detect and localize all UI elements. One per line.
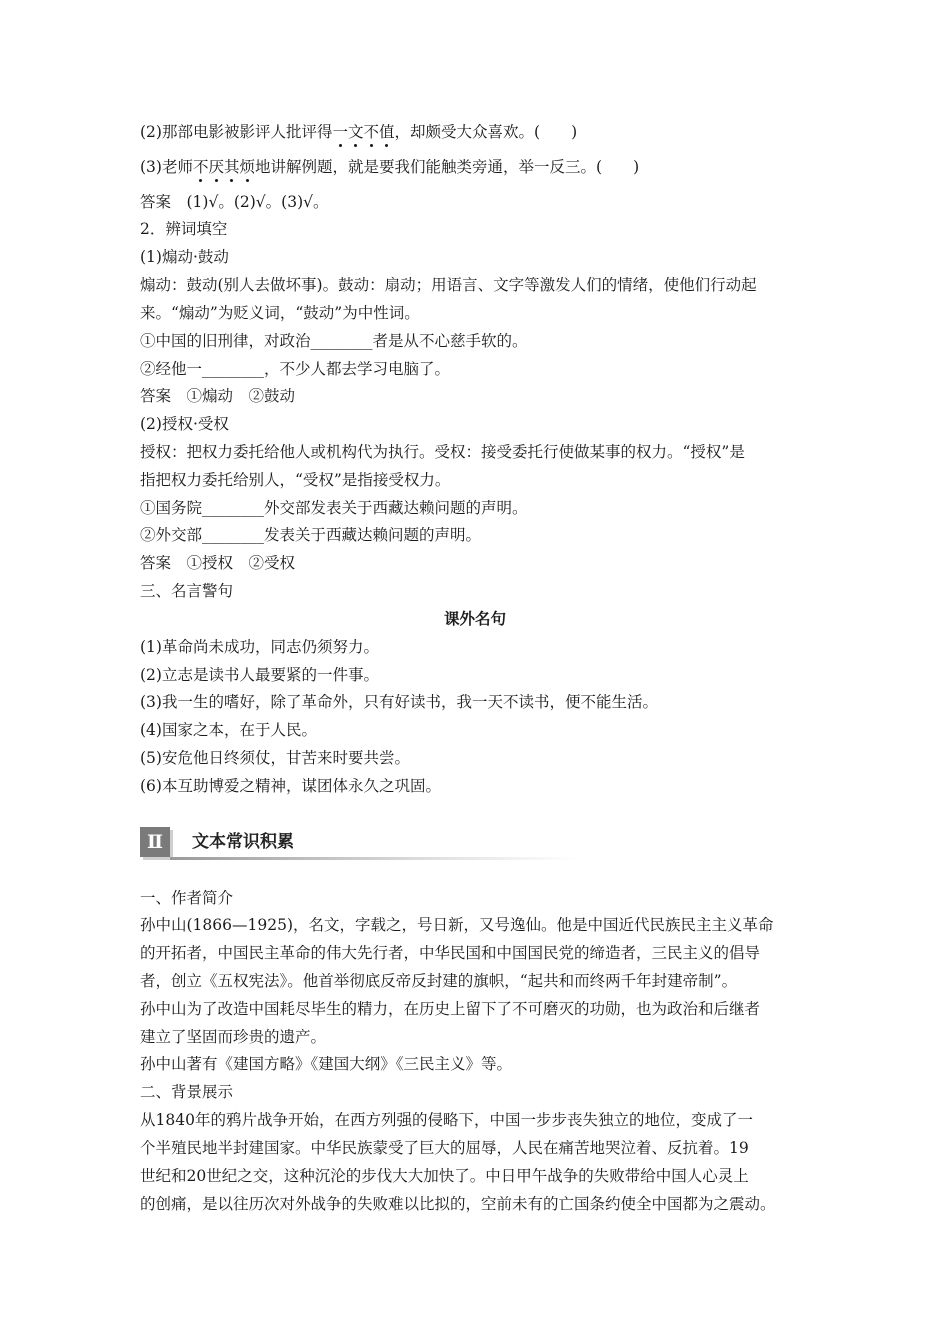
section-heading: 2．辨词填空	[140, 220, 228, 238]
paragraph-line: 世纪和20世纪之交，这种沉沦的步伐大大加快了。中日甲午战争的失败带给中国人心灵上	[140, 1167, 749, 1185]
emphasis-char: 烦	[239, 158, 256, 176]
emphasis-char: 其	[224, 158, 240, 176]
paragraph-line: 的创痛，是以往历次对外战争的失败难以比拟的，空前未有的亡国条约使全中国都为之震动。	[140, 1195, 776, 1213]
question-3: (3)老师不厌其烦地讲解例题，就是要我们能触类旁通，举一反三。( )	[140, 158, 640, 176]
word-pair-title: (1)煽动·鼓动	[140, 248, 229, 266]
answer-line: 答案 ①授权 ②受权	[140, 554, 296, 572]
paragraph-line: 建立了坚固而珍贵的遗产。	[140, 1028, 327, 1046]
word-explanation: 授权：把权力委托给他人或机构代为执行。受权：接受委托行使做某事的权力。“授权”是	[140, 443, 745, 461]
quote-item: (2)立志是读书人最要紧的一件事。	[140, 666, 379, 684]
word-explanation: 煽动：鼓动(别人去做坏事)。鼓动：扇动；用语言、文字等激发人们的情绪，使他们行动起	[140, 276, 757, 294]
quote-item: (1)革命尚未成功，同志仍须努力。	[140, 638, 379, 656]
emphasis-char: 不	[192, 158, 209, 176]
part-header	[140, 827, 580, 861]
question-2: (2)那部电影被影评人批评得一文不值，却颇受大众喜欢。( )	[140, 123, 578, 141]
answer-line: 答案 (1)√。(2)√。(3)√。	[140, 193, 329, 211]
paragraph-line: 的开拓者，中国民主革命的伟大先行者，中华民国和中国国民党的缔造者，三民主义的倡导	[140, 944, 761, 962]
section-heading: 三、名言警句	[140, 582, 234, 600]
emphasis-char: 不	[363, 123, 380, 141]
fill-blank-question: ①中国的旧刑律，对政治________者是从不心慈手软的。	[140, 332, 528, 350]
fill-blank-question: ②经他一________，不少人都去学习电脑了。	[140, 360, 451, 378]
quote-item: (5)安危他日终须仗，甘苦来时要共尝。	[140, 749, 410, 767]
paragraph-line: 孙中山(1866—1925)，名文，字载之，号日新，又号逸仙。他是中国近代民族民主主义革命	[140, 916, 774, 934]
quote-item: (4)国家之本，在于人民。	[140, 721, 317, 739]
emphasis-char: 文	[347, 123, 364, 141]
paragraph-line: 孙中山为了改造中国耗尽毕生的精力，在历史上留下了不可磨灭的功勋，也为政治和后继者	[140, 1000, 761, 1018]
section-heading: 二、背景展示	[140, 1083, 234, 1101]
header-rule	[170, 857, 580, 860]
part-title: 文本常识积累	[192, 832, 294, 852]
quote-item: (3)我一生的嗜好，除了革命外，只有好读书，我一天不读书，便不能生活。	[140, 693, 658, 711]
word-pair-title: (2)授权·受权	[140, 415, 229, 433]
emphasis-char: 厌	[208, 158, 224, 176]
emphasis-char: 一	[332, 123, 348, 141]
part-numeral-badge: Ⅱ	[140, 827, 170, 857]
emphasis-char: 值	[379, 123, 395, 141]
paragraph-line: 个半殖民地半封建国家。中华民族蒙受了巨大的屈辱，人民在痛苦地哭泣着、反抗着。19	[140, 1139, 749, 1157]
word-explanation: 来。“煽动”为贬义词，“鼓动”为中性词。	[140, 304, 420, 322]
paragraph-line: 者，创立《五权宪法》。他首举彻底反帝反封建的旗帜，“起共和而终两千年封建帝制”。	[140, 972, 738, 990]
section-heading: 一、作者简介	[140, 889, 234, 907]
quotes-heading: 课外名句	[443, 610, 506, 628]
paragraph-line: 孙中山著有《建国方略》《建国大纲》《三民主义》等。	[140, 1055, 513, 1073]
fill-blank-question: ②外交部________发表关于西藏达赖问题的声明。	[140, 526, 482, 544]
paragraph-line: 从1840年的鸦片战争开始，在西方列强的侵略下，中国一步步丧失独立的地位，变成了一	[140, 1111, 753, 1129]
word-explanation: 指把权力委托给别人，“受权”是指接受权力。	[140, 471, 451, 489]
quote-item: (6)本互助博爱之精神，谋团体永久之巩固。	[140, 777, 441, 795]
fill-blank-question: ①国务院________外交部发表关于西藏达赖问题的声明。	[140, 499, 528, 517]
answer-line: 答案 ①煽动 ②鼓动	[140, 387, 296, 405]
